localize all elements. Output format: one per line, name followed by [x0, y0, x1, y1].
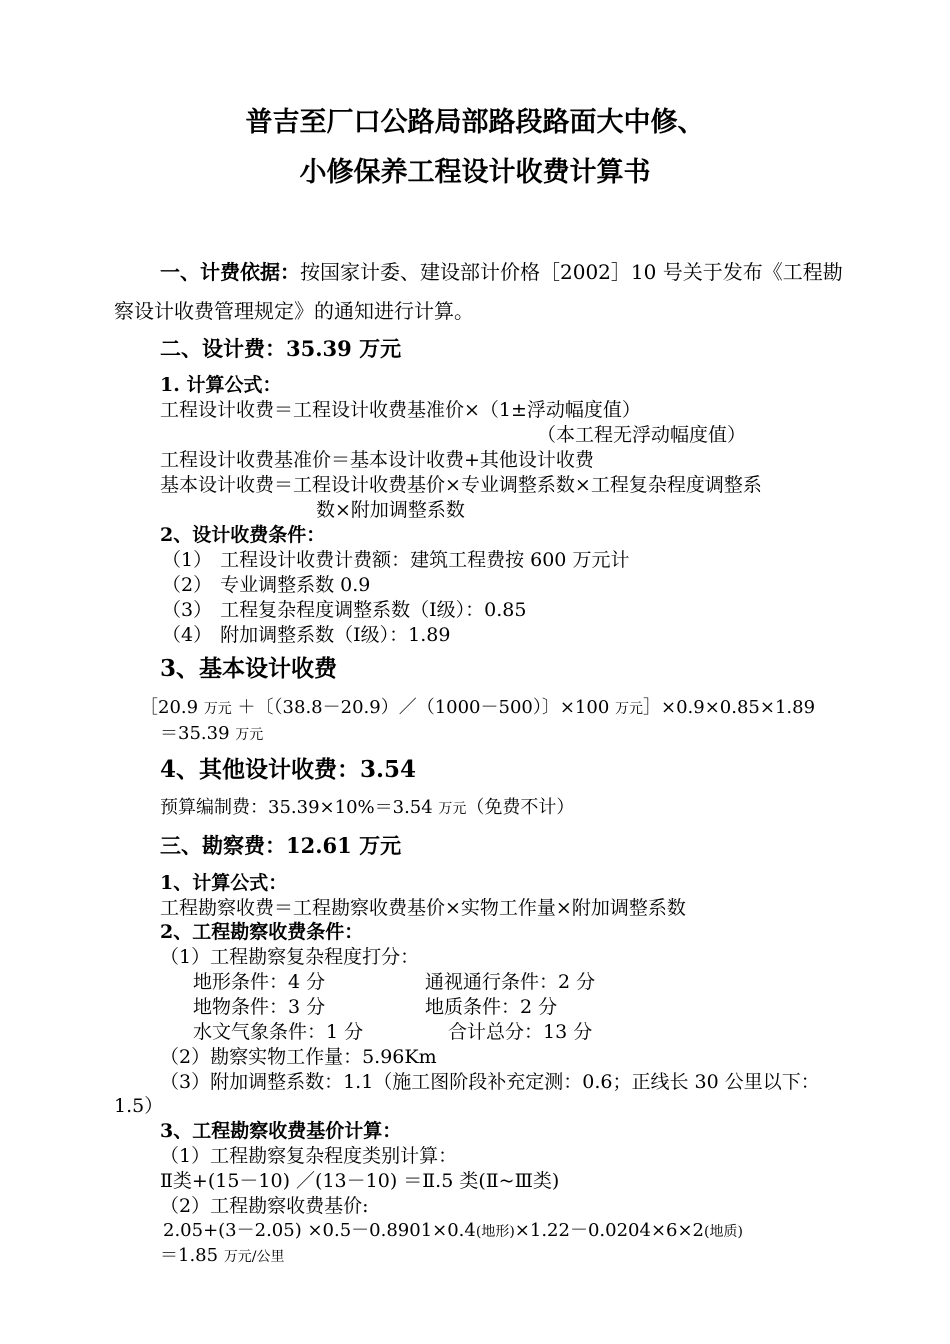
condition-num: （3）	[162, 599, 213, 621]
basic-fee-result	[160, 722, 263, 747]
survey-fee-heading: 三、勘察费：12.61 万元	[160, 833, 402, 858]
score-terrain: 地形条件：4 分	[193, 971, 326, 993]
base-result-value: ＝1.85	[160, 1245, 224, 1266]
basis-heading: 一、计费依据：	[160, 260, 300, 284]
condition-row	[162, 573, 370, 597]
class-calc-heading: （1）工程勘察复杂程度类别计算：	[160, 1145, 458, 1167]
base-result-unit: 万元/公里	[223, 1249, 285, 1265]
survey-conditions-heading: 2、工程勘察收费条件：	[160, 921, 364, 943]
score-visibility: 通视通行条件：2 分	[425, 971, 596, 993]
class-calc: Ⅱ类+(15－10) ／(13－10) ＝Ⅱ.5 类(Ⅱ~Ⅲ类)	[160, 1170, 560, 1192]
condition-num: （1）	[162, 549, 213, 571]
design-formula-3b: 数×附加调整系数	[316, 499, 465, 521]
condition-text: 专业调整系数 0.9	[220, 574, 371, 596]
design-formula-1-note: （本工程无浮动幅度值）	[537, 424, 747, 446]
design-conditions-heading: 2、设计收费条件：	[160, 524, 326, 546]
base-price-calculation	[163, 1219, 743, 1244]
basis-paragraph	[160, 260, 843, 284]
unit-wan: 万元	[438, 801, 467, 817]
basis-text-1: 按国家计委、建设部计价格［2002］10 号关于发布《工程勘	[300, 260, 843, 284]
score-geology: 地质条件：2 分	[425, 996, 558, 1018]
base-price-result	[160, 1244, 285, 1269]
other-text-a: 预算编制费：35.39×10%＝3.54	[160, 797, 439, 818]
basic-result-value: ＝35.39	[160, 723, 236, 744]
title-line-1: 普吉至厂口公路局部路段路面大中修、	[245, 107, 705, 138]
basis-text-2: 察设计收费管理规定》的通知进行计算。	[114, 299, 474, 323]
basic-fee-heading: 3、基本设计收费	[160, 655, 338, 682]
survey-additional-b: 1.5）	[114, 1095, 164, 1117]
unit-wan: 万元	[235, 727, 264, 743]
basic-fee-calculation	[140, 696, 815, 721]
basic-calc-part-a: ［20.9	[140, 697, 204, 718]
base-calc-part-b: ×1.22－0.0204×6×2	[514, 1220, 705, 1241]
condition-row	[162, 598, 526, 622]
design-fee-heading: 二、设计费：35.39 万元	[160, 336, 402, 361]
design-formula-2: 工程设计收费基准价＝基本设计收费+其他设计收费	[160, 449, 594, 471]
other-fee-text	[160, 796, 574, 821]
score-hydro: 水文气象条件：1 分	[193, 1021, 364, 1043]
condition-num: （2）	[162, 574, 213, 596]
condition-text: 工程复杂程度调整系数（Ⅰ级）：0.85	[220, 599, 527, 621]
score-total: 合计总分：13 分	[448, 1021, 593, 1043]
condition-text: 附加调整系数（Ⅰ级）：1.89	[220, 624, 451, 646]
basic-calc-part-c: ］×0.9×0.85×1.89	[643, 697, 816, 718]
condition-row	[162, 548, 629, 572]
unit-wan: 万元	[203, 701, 232, 717]
survey-formula: 工程勘察收费＝工程勘察收费基价×实物工作量×附加调整系数	[160, 897, 686, 919]
other-fee-heading: 4、其他设计收费：3.54	[160, 756, 417, 783]
base-price-heading: （2）工程勘察收费基价:	[160, 1195, 369, 1217]
design-formula-3a: 基本设计收费＝工程设计收费基价×专业调整系数×工程复杂程度调整系	[160, 474, 762, 496]
unit-wan: 万元	[615, 701, 644, 717]
score-features: 地物条件：3 分	[193, 996, 326, 1018]
other-text-b: （免费不计）	[466, 797, 575, 818]
survey-complexity: （1）工程勘察复杂程度打分：	[160, 946, 420, 968]
title-line-2: 小修保养工程设计收费计算书	[299, 157, 651, 188]
condition-row	[162, 623, 450, 647]
base-calc-geology-label: (地质)	[704, 1224, 743, 1240]
design-formula-1: 工程设计收费＝工程设计收费基准价×（1±浮动幅度值）	[160, 399, 641, 421]
survey-additional-a: （3）附加调整系数：1.1（施工图阶段补充定测：0.6；正线长 30 公里以下：	[160, 1071, 820, 1093]
condition-text: 工程设计收费计费额：建筑工程费按 600 万元计	[220, 549, 630, 571]
design-formula-heading: 1. 计算公式：	[160, 374, 282, 396]
survey-workload: （2）勘察实物工作量：5.96Km	[160, 1046, 437, 1068]
survey-formula-heading: 1、计算公式：	[160, 872, 288, 894]
base-calc-part-a: 2.05+(3－2.05) ×0.5－0.8901×0.4	[163, 1220, 476, 1241]
condition-num: （4）	[162, 624, 213, 646]
base-calc-terrain-label: (地形)	[475, 1224, 515, 1240]
basic-calc-part-b: ＋〔（38.8－20.9）／（1000－500）〕×100	[231, 697, 616, 718]
survey-base-heading: 3、工程勘察收费基价计算：	[160, 1120, 402, 1142]
